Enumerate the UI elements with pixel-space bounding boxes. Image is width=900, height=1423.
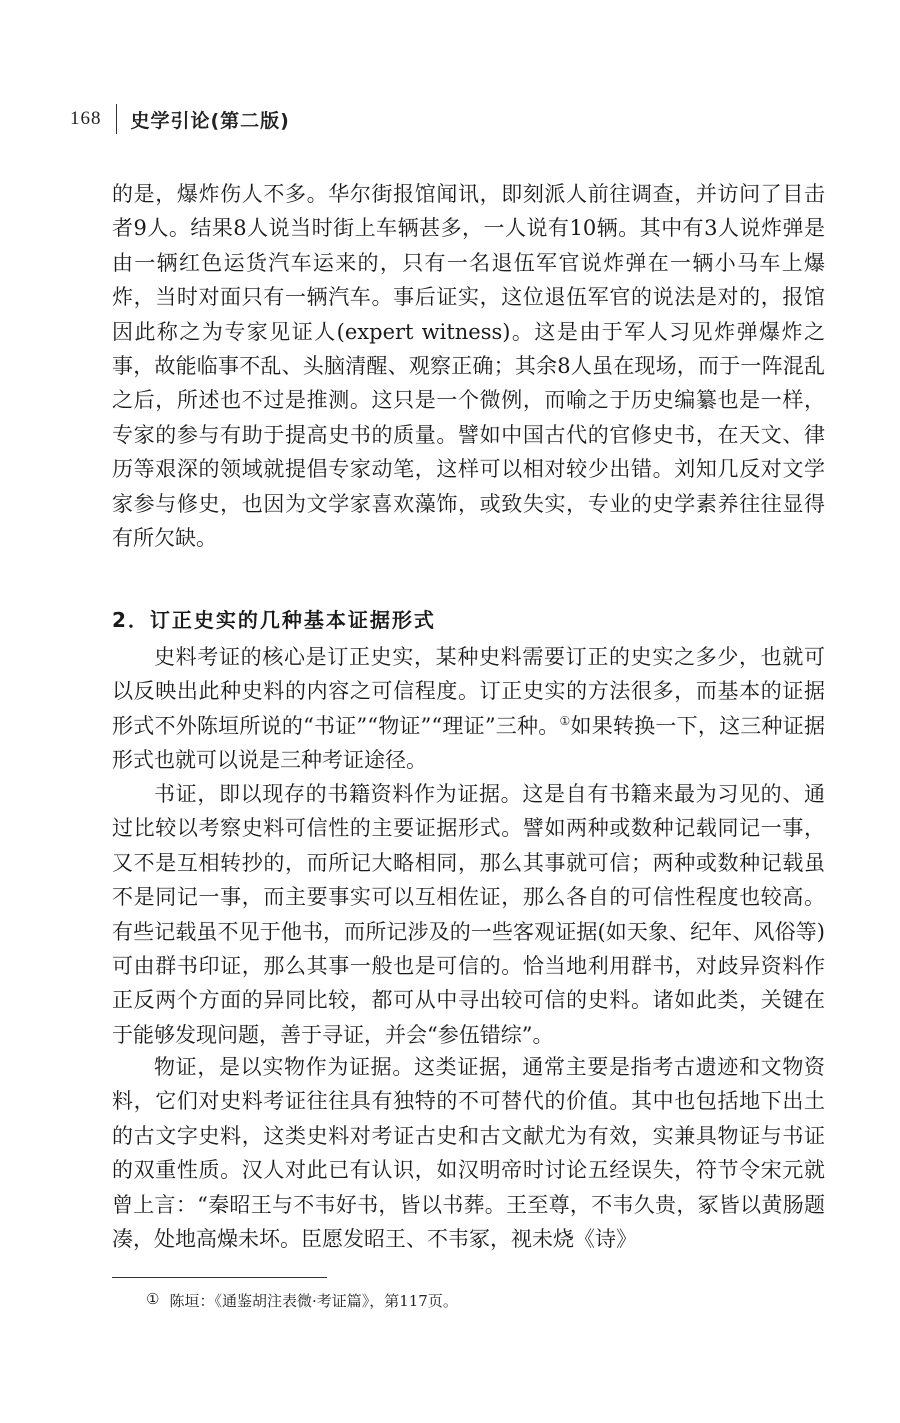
paragraph-continued: 的是，爆炸伤人不多。华尔街报馆闻讯，即刻派人前往调查，并访问了目击者9人。结果8人说当时街上车辆甚多，一人说有10辆。其中有3人说炸弹是由一辆红色运货汽车运来的，只有一名退伍军官说炸弹在一辆小马车上爆炸，当时对面只有一辆汽车。事后证实，这位退伍军官的说法是对的，报馆因此称之为专家见证人(expert witness)。这是由于军人习见炸弹爆炸之事，故能临事不乱、头脑清醒、观察正确；其余8人虽在现场，而于一阵混乱之后，所述也不过是推测。这只是一个微例，而喻之于历史编纂也是一样，专家的参与有助于提高史书的质量。譬如中国古代的官修史书，在天文、律历等艰深的领域就提倡专家动笔，这样可以相对较少出错。刘知几反对文学家参与修史，也因为文学家喜欢藻饰，或致失实，专业的史学素养往往显得有所欠缺。 [112,182,825,551]
paragraph-material-evidence: 物证，是以实物作为证据。这类证据，通常主要是指考古遗迹和文物资料，它们对史料考证往往具有独特的不可替代的价值。其中也包括地下出土的古文字史料，这类史料对考证古史和古文献尤为有效，实兼具物证与书证的双重性质。汉人对此已有认识，如汉明帝时讨论五经误失，符节令宋元就曾上言：“秦昭王与不韦好书，皆以书葬。王至尊，不韦久贵，冢皆以黄肠题凑，处地高燥未坏。臣愿发昭王、不韦冢，视未烧《诗》 [112,1055,825,1252]
paragraph-text: 如果转换一下，这三种证据形式也就可以说是三种考证途径。 [112,713,825,773]
page-header [70,104,290,134]
running-title: 史学引论(第二版) [130,109,290,132]
section-heading: 2．订正史实的几种基本证据形式 [112,608,436,632]
paragraph-evidence-forms [112,640,825,778]
page-number: 168 [70,108,102,129]
header-divider [116,104,117,134]
footnote-divider [112,1277,327,1278]
footnote [146,1290,458,1311]
paragraph-documentary-evidence: 书证，即以现存的书籍资料作为证据。这是自有书籍来最为习见的、通过比较以考察史料可信性的主要证据形式。譬如两种或数种记载同记一事，又不是互相转抄的，而所记大略相同，那么其事就可信；两种或数种记载虽不是同记一事，而主要事实可以互相佐证，那么各自的可信性程度也较高。有些记载虽不见于他书，而所记涉及的一些客观证据(如天象、纪年、风俗等)可由群书印证，那么其事一般也是可信的。恰当地利用群书，对歧异资料作正反两个方面的异同比较，都可从中寻出较可信的史料。诸如此类，关键在于能够发现问题，善于寻证，并会“参伍错综”。 [112,782,825,1047]
footnote-mark: ① [146,1290,160,1308]
footnote-text: 陈垣：《通鉴胡注表微·考证篇》，第117页。 [169,1292,458,1310]
paragraph-text: 史料考证的核心是订正史实，某种史料需要订正的史实之多少，也就可以反映出此种史料的内容之可信程度。订正史实的方法很多，而基本的证据形式不外陈垣所说的“书证”“物证”“理证”三种。 [112,645,825,738]
footnote-reference[interactable]: ① [559,713,571,728]
